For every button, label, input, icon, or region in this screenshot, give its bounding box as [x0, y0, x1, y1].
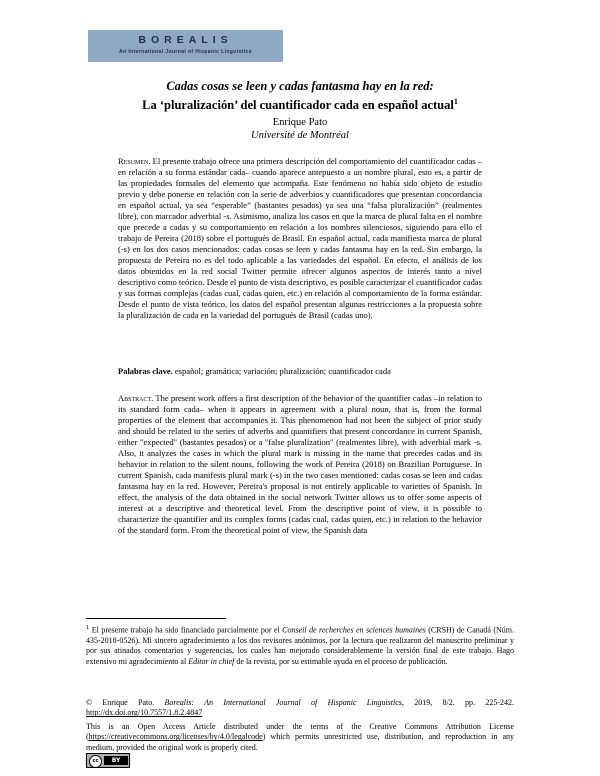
license-notice [86, 722, 514, 753]
author-affiliation: Université de Montréal [251, 130, 349, 141]
doi-link[interactable]: http://dx.doi.org/10.7557/1.8.2.4847 [86, 708, 203, 718]
keywords [118, 366, 482, 377]
title-line-1: Cadas cosas se leen y cadas fantasma hay en la red: [166, 79, 434, 93]
article-title [80, 78, 520, 113]
license-text-a: This is an Open Access Article distributed under the terms of the Creative Commons Attribution License ( [86, 722, 514, 742]
abstract-en-label: Abstract. [118, 393, 154, 403]
journal-name: BOREALIS [138, 34, 233, 46]
keywords-text: español; gramática; variación; pluralización; cuantificador cada [172, 366, 391, 376]
journal-banner [88, 30, 283, 62]
license-text-b: ) which permits unrestricted use, distribution, and reproduction in any medium, provided the original work is properly cited. [86, 732, 514, 752]
citation-copyright: © Enrique Pato. [86, 698, 165, 707]
abstract-en-text: The present work offers a first description of the behavior of the quantifier cadas –in relation to its standard form cada– when it appears in agreement with a plural noun, that is, from the formal properties of the element that accompanies it. This phenomenon had not been the subject of prior study and should be related to the series of adverbs and quantifiers that present concordance in current Spanish, either "expected" (bastantes pesados) or a "false pluralization" (realmentes libre), with adverbial mark -s. Also, it analyzes the cases in which the plural mark is missing in the name that precedes cadas and its behavior in relation to the silent nouns, following the work of Pereira (2018) on Brazilian Portuguese. In current Spanish, cada manifests plural mark (-s) in the two cases mentioned: cadas cosas se leen and cadas fantasma hay en la red. However, Pereira's proposal is not entirely applicable to varieties of Spanish. In effect, the analysis of the data obtained in the social network Twitter allows us to offer some aspects of interest at a descriptive and theoretical level. From the descriptive point of view, it is possible to characterize the quantifier and its complex forms (cadas cual, cadas quien, etc.) in relation to the behavior of the standard form. From the theoretical point of view, the Spanish data [118, 393, 482, 535]
footnote-funder: Conseil de recherches en sciences humaines [282, 625, 426, 635]
citation [86, 698, 514, 719]
cc-by-badge[interactable] [86, 753, 130, 768]
footnote-text-c: de la revista, por su estimable ayuda en el proceso de publicación. [234, 656, 448, 666]
abstract-english [118, 393, 482, 536]
footnote [86, 623, 514, 667]
author-name: Enrique Pato [272, 117, 328, 128]
citation-details: , 2019, 8/2. pp. 225-242. [401, 698, 514, 707]
journal-subtitle: An International Journal of Hispanic Linguistics [119, 49, 252, 55]
footnote-divider [86, 618, 226, 619]
footnote-mark: 1 [86, 624, 90, 631]
footnote-text-a: El presente trabajo ha sido financiado parcialmente por el [89, 625, 283, 635]
keywords-label: Palabras clave. [118, 366, 173, 376]
cc-icon: cc [89, 755, 102, 768]
abstract-es-text: El presente trabajo ofrece una primera descripción del comportamiento del cuantificador cadas –en relación a su forma estándar cada– cuando aparece antepuesto a un nombre plural, esto es, a partir de las propiedades formales del elemento que acompaña. Este fenómeno no había sido objeto de estudio previo y debe ponerse en relación con la serie de adverbios y cuantificadores que presentan concordancia en español actual, ya sea “esperable” (bastantes pesados) ya sea una “falsa pluralización” (realmentes libre), con marcador adverbial -s. Asimismo, analiza los casos en que la marca de plural falta en el nombre que precede a cadas y su comportamiento en relación a los nombres silenciosos, siguiendo para ello el trabajo de Pereira (2018) sobre el portugués de Brasil. En español actual, cada manifiesta marca de plural (-s) en los dos casos mencionados: cadas cosas se leen y cadas fantasma hay en la red. Sin embargo, la propuesta de Pereira no es del todo aplicable a las variedades del español. En efecto, el análisis de los datos obtenidos en la red social Twitter permite ofrecer algunos aspectos de interés tanto a nivel descriptivo como teórico. Desde el punto de vista descriptivo, es posible caracterizar el cuantificador cadas y sus formas complejas (cadas cual, cadas quien, etc.) en relación al comportamiento de la forma estándar. Desde el punto de vista teórico, los datos del español presentan algunas restricciones a la propuesta sobre la pluralización de cada en la variedad del portugués de Brasil (cadas uno). [118, 156, 482, 320]
abstract-es-label: Resumen. [118, 156, 151, 166]
footnote-text-b: (CRSH) de Canadá (Núm. 435-2018-0526). Mi sincero agradecimiento a los dos revisores anónimos, por la lectura que realizaron del manuscrito preliminar y por sus atinados comentarios y sugerencias, los cuales han mejorado considerablemente la versión final de este trabajo. Hago extensivo mi agradecimiento al [86, 625, 514, 666]
title-footnote-mark[interactable]: 1 [453, 97, 458, 106]
citation-journal: Borealis: An International Journal of Hispanic Linguistics [164, 698, 402, 707]
by-icon: BY [104, 756, 128, 765]
abstract-spanish [118, 156, 482, 321]
license-link[interactable]: https://creativecommons.org/licenses/by/4.0/legalcode [88, 732, 263, 742]
title-line-2: La ‘pluralización’ del cuantificador cada en español actual [142, 98, 454, 113]
footnote-editor: Editor in chief [188, 656, 235, 666]
